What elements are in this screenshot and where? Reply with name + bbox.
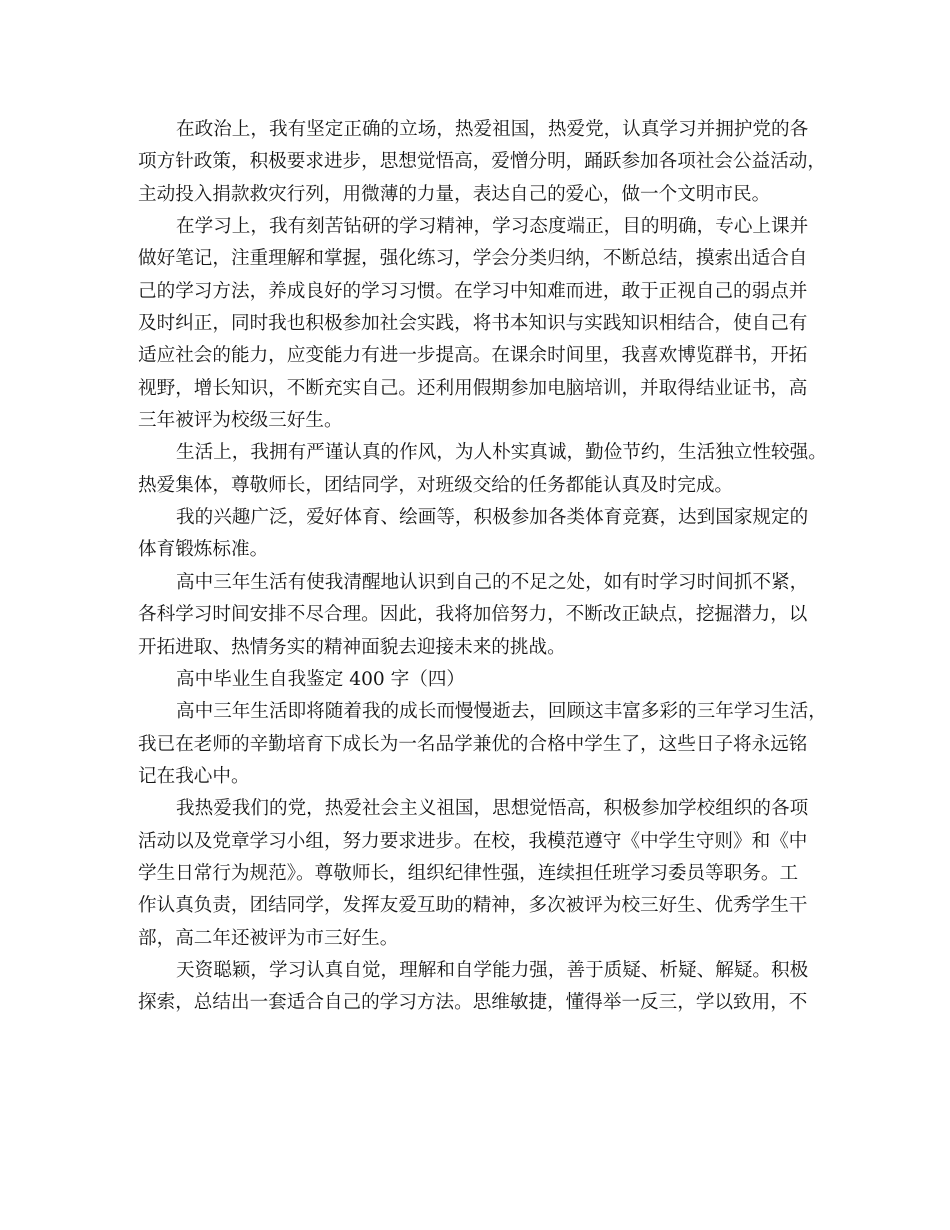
- text-line: 体育锻炼标准。: [138, 539, 269, 561]
- text-line: 做好笔记，注重理解和掌握，强化练习，学会分类归纳，不断总结，摸索出适合自: [138, 248, 808, 270]
- text-line: 视野，增长知识，不断充实自己。还利用假期参加电脑培训，并取得结业证书，高: [138, 377, 808, 399]
- document-body: [138, 114, 828, 1020]
- text-line: 项方针政策，积极要求进步，思想觉悟高，爱憎分明，踊跃参加各项社会公益活动，: [138, 151, 826, 173]
- text-line: 探索，总结出一套适合自己的学习方法。思维敏捷，懂得举一反三，学以致用，不: [138, 992, 808, 1014]
- text-line: 在学习上，我有刻苦钻研的学习精神，学习态度端正，目的明确，专心上课并: [176, 216, 809, 238]
- text-line: 在政治上，我有坚定正确的立场，热爱祖国，热爱党，认真学习并拥护党的各: [176, 119, 809, 140]
- text-line: 己的学习方法，养成良好的学习习惯。在学习中知难而进，敢于正视自己的弱点并: [138, 280, 808, 302]
- text-line: 天资聪颖，学习认真自觉，理解和自学能力强，善于质疑、析疑、解疑。积极: [176, 959, 809, 981]
- text-line: 开拓进取、热情务实的精神面貌去迎接未来的挑战。: [138, 636, 566, 658]
- text-line: 生活上，我拥有严谨认真的作风，为人朴实真诚，勤俭节约，生活独立性较强。: [176, 442, 827, 464]
- text-line: 活动以及党章学习小组，努力要求进步。在校，我模范遵守《中学生守则》和《中: [138, 830, 808, 852]
- text-line: 我的兴趣广泛，爱好体育、绘画等，积极参加各类体育竞赛，达到国家规定的: [176, 507, 809, 529]
- text-line: 部，高二年还被评为市三好生。: [138, 927, 399, 949]
- text-line: 学生日常行为规范》。尊敬师长，组织纪律性强，连续担任班学习委员等职务。工: [138, 862, 799, 884]
- text-line: 高中三年生活即将随着我的成长而慢慢逝去，回顾这丰富多彩的三年学习生活，: [176, 701, 827, 723]
- text-line: 高中三年生活有使我清醒地认识到自己的不足之处，如有时学习时间抓不紧，: [176, 571, 809, 593]
- text-line: 作认真负责，团结同学，发挥友爱互助的精神，多次被评为校三好生、优秀学生干: [138, 895, 808, 917]
- text-line: 及时纠正，同时我也积极参加社会实践，将书本知识与实践知识相结合，使自己有: [138, 313, 808, 335]
- text-line: 主动投入捐款救灾行列，用微薄的力量，表达自己的爱心，做一个文明市民。: [138, 183, 771, 205]
- text-line: 记在我心中。: [138, 765, 250, 787]
- text-line: 适应社会的能力，应变能力有进一步提高。在课余时间里，我喜欢博览群书，开拓: [138, 345, 808, 367]
- text-line: 高中毕业生自我鉴定 400 字（四）: [176, 668, 466, 690]
- text-line: 我已在老师的辛勤培育下成长为一名品学兼优的合格中学生了，这些日子将永远铭: [138, 733, 808, 755]
- text-line: 各科学习时间安排不尽合理。因此，我将加倍努力，不断改正缺点，挖掘潜力，以: [138, 604, 808, 626]
- text-line: 我热爱我们的党，热爱社会主义祖国，思想觉悟高，积极参加学校组织的各项: [176, 798, 809, 820]
- text-line: 三年被评为校级三好生。: [138, 410, 343, 432]
- text-line: 热爱集体，尊敬师长，团结同学，对班级交给的任务都能认真及时完成。: [138, 474, 734, 496]
